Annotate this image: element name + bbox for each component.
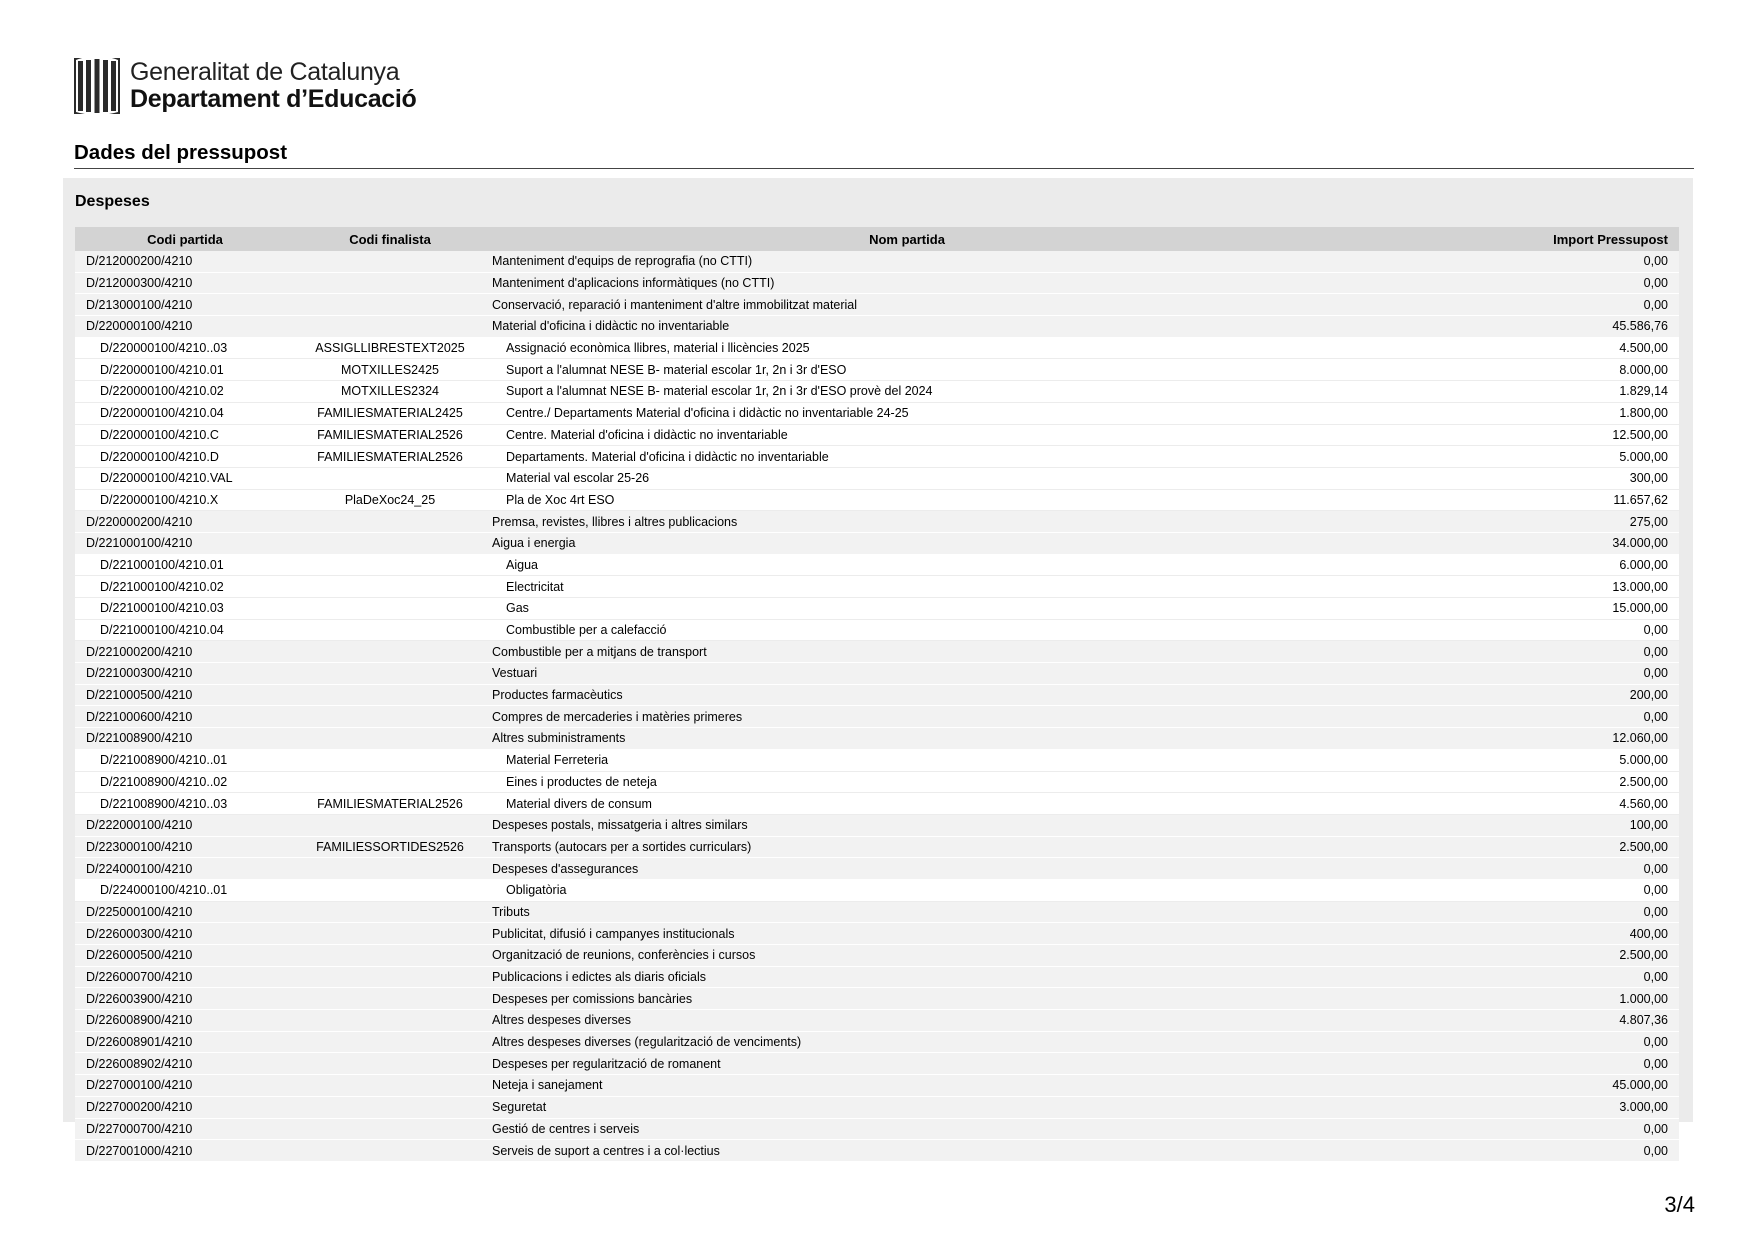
finalist-cell (295, 923, 485, 945)
code-cell: D/222000100/4210 (75, 814, 295, 836)
finalist-cell: MOTXILLES2324 (295, 381, 485, 403)
name-cell: Centre. Material d'oficina i didàctic no inventariable (485, 424, 1329, 446)
code-cell: D/221000300/4210 (75, 663, 295, 685)
finalist-cell (295, 684, 485, 706)
finalist-cell (295, 251, 485, 272)
code-cell: D/220000100/4210.VAL (75, 467, 295, 489)
amount-cell: 1.829,14 (1329, 381, 1679, 403)
name-cell: Electricitat (485, 576, 1329, 598)
finalist-cell: FAMILIESMATERIAL2526 (295, 424, 485, 446)
finalist-cell (295, 945, 485, 967)
amount-cell: 15.000,00 (1329, 598, 1679, 620)
amount-cell: 0,00 (1329, 251, 1679, 272)
finalist-cell (295, 294, 485, 316)
finalist-cell (295, 272, 485, 294)
finalist-cell (295, 1010, 485, 1032)
table-row (75, 814, 1679, 836)
table-body (75, 251, 1679, 1161)
amount-cell: 275,00 (1329, 511, 1679, 533)
name-cell: Compres de mercaderies i matèries primeres (485, 706, 1329, 728)
page-number: 3/4 (1664, 1192, 1695, 1217)
finalist-cell (295, 1118, 485, 1140)
table-row (75, 1096, 1679, 1118)
code-cell: D/223000100/4210 (75, 836, 295, 858)
table-row (75, 663, 1679, 685)
finalist-cell (295, 749, 485, 771)
name-cell: Despeses d'assegurances (485, 858, 1329, 880)
name-cell: Obligatòria (485, 879, 1329, 901)
table-row (75, 294, 1679, 316)
amount-cell: 0,00 (1329, 706, 1679, 728)
code-cell: D/221008900/4210..03 (75, 793, 295, 815)
amount-cell: 0,00 (1329, 858, 1679, 880)
code-cell: D/221000100/4210.04 (75, 619, 295, 641)
code-cell: D/220000100/4210..03 (75, 337, 295, 359)
amount-cell: 1.000,00 (1329, 988, 1679, 1010)
code-cell: D/221000100/4210 (75, 532, 295, 554)
amount-cell: 6.000,00 (1329, 554, 1679, 576)
amount-cell: 5.000,00 (1329, 446, 1679, 468)
table-row (75, 858, 1679, 880)
code-cell: D/221008900/4210..01 (75, 749, 295, 771)
finalist-cell (295, 1096, 485, 1118)
name-cell: Publicitat, difusió i campanyes institucionals (485, 923, 1329, 945)
table-row (75, 1053, 1679, 1075)
amount-cell: 400,00 (1329, 923, 1679, 945)
table-row (75, 945, 1679, 967)
finalist-cell (295, 814, 485, 836)
finalist-cell (295, 511, 485, 533)
finalist-cell (295, 1053, 485, 1075)
code-cell: D/220000100/4210.C (75, 424, 295, 446)
amount-cell: 4.807,36 (1329, 1010, 1679, 1032)
amount-cell: 0,00 (1329, 294, 1679, 316)
code-cell: D/226000700/4210 (75, 966, 295, 988)
amount-cell: 2.500,00 (1329, 836, 1679, 858)
table-row (75, 381, 1679, 403)
amount-cell: 0,00 (1329, 901, 1679, 923)
table-row (75, 641, 1679, 663)
amount-cell: 0,00 (1329, 879, 1679, 901)
finalist-cell (295, 619, 485, 641)
code-cell: D/221000100/4210.01 (75, 554, 295, 576)
finalist-cell (295, 598, 485, 620)
table-row (75, 511, 1679, 533)
code-cell: D/212000200/4210 (75, 251, 295, 272)
code-cell: D/212000300/4210 (75, 272, 295, 294)
name-cell: Material Ferreteria (485, 749, 1329, 771)
amount-cell: 8.000,00 (1329, 359, 1679, 381)
finalist-cell (295, 858, 485, 880)
table-row (75, 749, 1679, 771)
amount-cell: 0,00 (1329, 663, 1679, 685)
column-header-finalist: Codi finalista (295, 227, 485, 251)
finalist-cell: FAMILIESMATERIAL2425 (295, 402, 485, 424)
table-row (75, 988, 1679, 1010)
name-cell: Centre./ Departaments Material d'oficina i didàctic no inventariable 24-25 (485, 402, 1329, 424)
amount-cell: 0,00 (1329, 1140, 1679, 1162)
table-row (75, 359, 1679, 381)
table-header-row (75, 227, 1679, 251)
code-cell: D/220000100/4210.01 (75, 359, 295, 381)
finalist-cell (295, 879, 485, 901)
name-cell: Aigua i energia (485, 532, 1329, 554)
expenses-panel (63, 178, 1693, 1158)
amount-cell: 200,00 (1329, 684, 1679, 706)
name-cell: Despeses per regularització de romanent (485, 1053, 1329, 1075)
code-cell: D/221000100/4210.03 (75, 598, 295, 620)
table-row (75, 424, 1679, 446)
org-header (74, 58, 417, 114)
table-row (75, 598, 1679, 620)
table-row (75, 316, 1679, 338)
table-row (75, 402, 1679, 424)
table-row (75, 706, 1679, 728)
code-cell: D/221008900/4210 (75, 728, 295, 750)
amount-cell: 4.500,00 (1329, 337, 1679, 359)
finalist-cell (295, 532, 485, 554)
code-cell: D/226008902/4210 (75, 1053, 295, 1075)
finalist-cell (295, 467, 485, 489)
finalist-cell: FAMILIESSORTIDES2526 (295, 836, 485, 858)
name-cell: Combustible per a calefacció (485, 619, 1329, 641)
amount-cell: 0,00 (1329, 966, 1679, 988)
name-cell: Pla de Xoc 4rt ESO (485, 489, 1329, 511)
budget-table (75, 227, 1679, 1162)
amount-cell: 0,00 (1329, 272, 1679, 294)
code-cell: D/226000500/4210 (75, 945, 295, 967)
table-row (75, 901, 1679, 923)
amount-cell: 100,00 (1329, 814, 1679, 836)
code-cell: D/221008900/4210..02 (75, 771, 295, 793)
finalist-cell: FAMILIESMATERIAL2526 (295, 446, 485, 468)
name-cell: Vestuari (485, 663, 1329, 685)
name-cell: Productes farmacèutics (485, 684, 1329, 706)
amount-cell: 45.586,76 (1329, 316, 1679, 338)
finalist-cell: FAMILIESMATERIAL2526 (295, 793, 485, 815)
amount-cell: 0,00 (1329, 641, 1679, 663)
table-row (75, 728, 1679, 750)
amount-cell: 0,00 (1329, 1053, 1679, 1075)
finalist-cell (295, 663, 485, 685)
name-cell: Tributs (485, 901, 1329, 923)
name-cell: Aigua (485, 554, 1329, 576)
name-cell: Suport a l'alumnat NESE B- material escolar 1r, 2n i 3r d'ESO (485, 359, 1329, 381)
table-row (75, 1031, 1679, 1053)
amount-cell: 45.000,00 (1329, 1075, 1679, 1097)
code-cell: D/221000500/4210 (75, 684, 295, 706)
table-row (75, 1010, 1679, 1032)
name-cell: Gestió de centres i serveis (485, 1118, 1329, 1140)
table-row (75, 1118, 1679, 1140)
code-cell: D/226000300/4210 (75, 923, 295, 945)
code-cell: D/224000100/4210 (75, 858, 295, 880)
finalist-cell (295, 901, 485, 923)
finalist-cell (295, 641, 485, 663)
amount-cell: 0,00 (1329, 1031, 1679, 1053)
table-row (75, 684, 1679, 706)
table-row (75, 251, 1679, 272)
amount-cell: 12.500,00 (1329, 424, 1679, 446)
finalist-cell: PlaDeXoc24_25 (295, 489, 485, 511)
name-cell: Seguretat (485, 1096, 1329, 1118)
code-cell: D/220000100/4210.04 (75, 402, 295, 424)
amount-cell: 1.800,00 (1329, 402, 1679, 424)
amount-cell: 0,00 (1329, 619, 1679, 641)
table-row (75, 879, 1679, 901)
code-cell: D/220000100/4210.X (75, 489, 295, 511)
name-cell: Transports (autocars per a sortides curriculars) (485, 836, 1329, 858)
table-row (75, 489, 1679, 511)
column-header-name: Nom partida (485, 227, 1329, 251)
amount-cell: 34.000,00 (1329, 532, 1679, 554)
column-header-code: Codi partida (75, 227, 295, 251)
name-cell: Suport a l'alumnat NESE B- material escolar 1r, 2n i 3r d'ESO provè del 2024 (485, 381, 1329, 403)
name-cell: Publicacions i edictes als diaris oficials (485, 966, 1329, 988)
table-row (75, 576, 1679, 598)
table-row (75, 836, 1679, 858)
table-row (75, 923, 1679, 945)
generalitat-logo-icon (74, 58, 120, 114)
code-cell: D/220000100/4210 (75, 316, 295, 338)
finalist-cell: MOTXILLES2425 (295, 359, 485, 381)
code-cell: D/227001000/4210 (75, 1140, 295, 1162)
name-cell: Combustible per a mitjans de transport (485, 641, 1329, 663)
code-cell: D/227000700/4210 (75, 1118, 295, 1140)
name-cell: Gas (485, 598, 1329, 620)
code-cell: D/227000200/4210 (75, 1096, 295, 1118)
finalist-cell (295, 988, 485, 1010)
name-cell: Eines i productes de neteja (485, 771, 1329, 793)
table-row (75, 532, 1679, 554)
panel-title: Despeses (75, 193, 150, 210)
code-cell: D/213000100/4210 (75, 294, 295, 316)
name-cell: Despeses per comissions bancàries (485, 988, 1329, 1010)
code-cell: D/226008900/4210 (75, 1010, 295, 1032)
amount-cell: 3.000,00 (1329, 1096, 1679, 1118)
name-cell: Material divers de consum (485, 793, 1329, 815)
name-cell: Organització de reunions, conferències i cursos (485, 945, 1329, 967)
table-row (75, 1075, 1679, 1097)
amount-cell: 13.000,00 (1329, 576, 1679, 598)
table-row (75, 619, 1679, 641)
name-cell: Assignació econòmica llibres, material i llicències 2025 (485, 337, 1329, 359)
amount-cell: 4.560,00 (1329, 793, 1679, 815)
table-row (75, 446, 1679, 468)
amount-cell: 11.657,62 (1329, 489, 1679, 511)
name-cell: Conservació, reparació i manteniment d'altre immobilitzat material (485, 294, 1329, 316)
table-row (75, 1140, 1679, 1162)
finalist-cell (295, 554, 485, 576)
code-cell: D/220000100/4210.02 (75, 381, 295, 403)
column-header-amount: Import Pressupost (1329, 227, 1679, 251)
name-cell: Material d'oficina i didàctic no inventariable (485, 316, 1329, 338)
finalist-cell (295, 1140, 485, 1162)
finalist-cell (295, 576, 485, 598)
name-cell: Premsa, revistes, llibres i altres publicacions (485, 511, 1329, 533)
name-cell: Material val escolar 25-26 (485, 467, 1329, 489)
name-cell: Manteniment d'aplicacions informàtiques (no CTTI) (485, 272, 1329, 294)
amount-cell: 5.000,00 (1329, 749, 1679, 771)
table-row (75, 793, 1679, 815)
department-name: Departament d’Educació (130, 85, 417, 113)
finalist-cell: ASSIGLLIBRESTEXT2025 (295, 337, 485, 359)
page-title: Dades del pressupost (74, 141, 1694, 169)
table-row (75, 554, 1679, 576)
amount-cell: 300,00 (1329, 467, 1679, 489)
code-cell: D/226003900/4210 (75, 988, 295, 1010)
finalist-cell (295, 1075, 485, 1097)
org-name: Generalitat de Catalunya (130, 58, 400, 86)
finalist-cell (295, 1031, 485, 1053)
table-row (75, 966, 1679, 988)
table-row (75, 771, 1679, 793)
amount-cell: 0,00 (1329, 1118, 1679, 1140)
name-cell: Departaments. Material d'oficina i didàctic no inventariable (485, 446, 1329, 468)
code-cell: D/225000100/4210 (75, 901, 295, 923)
name-cell: Altres despeses diverses (regularització de venciments) (485, 1031, 1329, 1053)
table-row (75, 272, 1679, 294)
code-cell: D/221000200/4210 (75, 641, 295, 663)
code-cell: D/226008901/4210 (75, 1031, 295, 1053)
code-cell: D/221000100/4210.02 (75, 576, 295, 598)
code-cell: D/224000100/4210..01 (75, 879, 295, 901)
code-cell: D/227000100/4210 (75, 1075, 295, 1097)
code-cell: D/220000100/4210.D (75, 446, 295, 468)
amount-cell: 12.060,00 (1329, 728, 1679, 750)
finalist-cell (295, 706, 485, 728)
amount-cell: 2.500,00 (1329, 771, 1679, 793)
name-cell: Serveis de suport a centres i a col·lectius (485, 1140, 1329, 1162)
name-cell: Neteja i sanejament (485, 1075, 1329, 1097)
finalist-cell (295, 316, 485, 338)
name-cell: Altres despeses diverses (485, 1010, 1329, 1032)
name-cell: Altres subministraments (485, 728, 1329, 750)
amount-cell: 2.500,00 (1329, 945, 1679, 967)
code-cell: D/220000200/4210 (75, 511, 295, 533)
table-row (75, 467, 1679, 489)
finalist-cell (295, 966, 485, 988)
finalist-cell (295, 728, 485, 750)
name-cell: Despeses postals, missatgeria i altres similars (485, 814, 1329, 836)
code-cell: D/221000600/4210 (75, 706, 295, 728)
name-cell: Manteniment d'equips de reprografia (no CTTI) (485, 251, 1329, 272)
finalist-cell (295, 771, 485, 793)
table-row (75, 337, 1679, 359)
